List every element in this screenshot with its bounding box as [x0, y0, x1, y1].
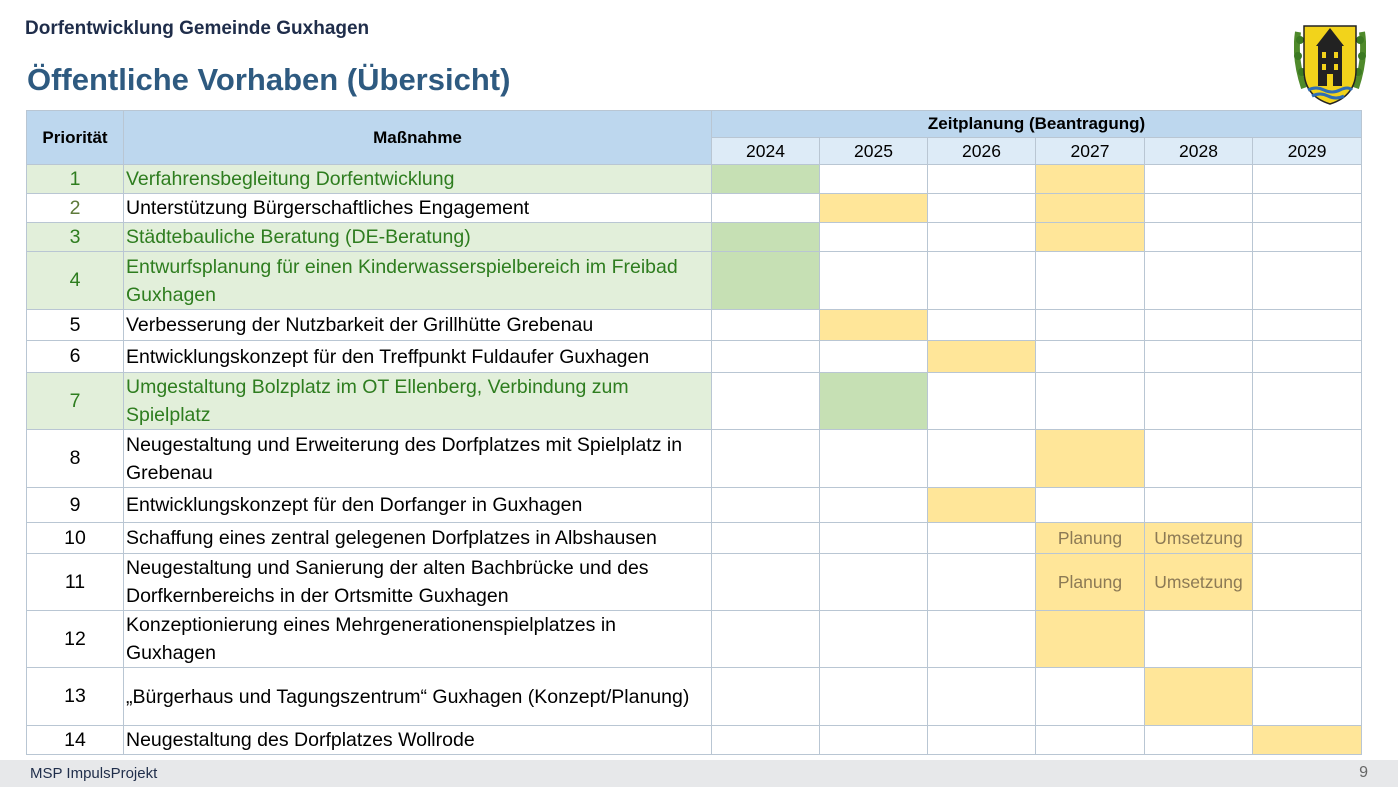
schedule-cell: [1253, 310, 1362, 341]
priority-cell: 5: [27, 310, 124, 341]
schedule-cell: [1036, 310, 1145, 341]
priority-cell: 12: [27, 611, 124, 668]
schedule-cell: [1036, 373, 1145, 430]
year-header: 2029: [1253, 138, 1362, 165]
schedule-cell: [1036, 223, 1145, 252]
schedule-cell: [820, 252, 928, 310]
schedule-cell: [1253, 223, 1362, 252]
schedule-cell: [1036, 430, 1145, 488]
schedule-cell: Planung: [1036, 523, 1145, 554]
slide-title: Öffentliche Vorhaben (Übersicht): [27, 62, 511, 97]
schedule-cell: [1253, 611, 1362, 668]
schedule-cell: [820, 223, 928, 252]
schedule-cell: [820, 373, 928, 430]
schedule-cell: [820, 341, 928, 373]
schedule-cell: [712, 194, 820, 223]
table-row: [27, 523, 1362, 554]
priority-cell: 14: [27, 726, 124, 755]
year-header: 2028: [1145, 138, 1253, 165]
table-row: [27, 223, 1362, 252]
schedule-cell: [820, 523, 928, 554]
table-row: [27, 726, 1362, 755]
measure-cell: Entwicklungskonzept für den Dorfanger in Guxhagen: [124, 488, 712, 523]
schedule-cell: [928, 488, 1036, 523]
schedule-cell: [1145, 430, 1253, 488]
schedule-cell: [1253, 341, 1362, 373]
priority-cell: 6: [27, 341, 124, 373]
table-row: [27, 668, 1362, 726]
schedule-cell: [712, 523, 820, 554]
table-row: [27, 488, 1362, 523]
priority-cell: 11: [27, 554, 124, 611]
schedule-cell: [820, 726, 928, 755]
measure-cell: Neugestaltung und Erweiterung des Dorfplatzes mit Spielplatz in Grebenau: [124, 430, 712, 488]
measure-cell: Verbesserung der Nutzbarkeit der Grillhütte Grebenau: [124, 310, 712, 341]
year-header: 2026: [928, 138, 1036, 165]
measure-cell: Umgestaltung Bolzplatz im OT Ellenberg, Verbindung zum Spielplatz: [124, 373, 712, 430]
priority-cell: 2: [27, 194, 124, 223]
priority-cell: 4: [27, 252, 124, 310]
schedule-cell: [1036, 488, 1145, 523]
footer-bar: [0, 760, 1398, 787]
schedule-cell: [928, 668, 1036, 726]
table-row: [27, 341, 1362, 373]
schedule-cell: [1253, 726, 1362, 755]
schedule-cell: [712, 430, 820, 488]
schedule-cell: [712, 165, 820, 194]
page-number: 9: [1359, 764, 1368, 781]
table-row: [27, 611, 1362, 668]
schedule-cell: [712, 252, 820, 310]
schedule-cell: [712, 373, 820, 430]
schedule-cell: [1145, 310, 1253, 341]
schedule-cell: [1145, 341, 1253, 373]
coat-of-arms-logo: [1294, 18, 1366, 108]
priority-cell: 9: [27, 488, 124, 523]
schedule-cell: [820, 310, 928, 341]
measure-cell: Konzeptionierung eines Mehrgenerationenspielplatzes in Guxhagen: [124, 611, 712, 668]
schedule-cell: [1253, 252, 1362, 310]
year-header: 2025: [820, 138, 928, 165]
table-row: [27, 373, 1362, 430]
schedule-cell: [1036, 726, 1145, 755]
schedule-cell: [1145, 194, 1253, 223]
schedule-cell: [1145, 611, 1253, 668]
schedule-cell: [1253, 165, 1362, 194]
schedule-cell: [928, 611, 1036, 668]
schedule-cell: [928, 165, 1036, 194]
measure-cell: Verfahrensbegleitung Dorfentwicklung: [124, 165, 712, 194]
header-measure: Maßnahme: [124, 111, 712, 165]
schedule-cell: [928, 310, 1036, 341]
schedule-cell: [712, 223, 820, 252]
schedule-cell: [1145, 252, 1253, 310]
schedule-cell: [928, 523, 1036, 554]
schedule-cell: [1036, 194, 1145, 223]
footer-label: MSP ImpulsProjekt: [30, 765, 158, 782]
schedule-cell: Planung: [1036, 554, 1145, 611]
measure-cell: Entwurfsplanung für einen Kinderwasserspielbereich im Freibad Guxhagen: [124, 252, 712, 310]
schedule-cell: [928, 430, 1036, 488]
schedule-cell: [1145, 726, 1253, 755]
schedule-cell: [1253, 373, 1362, 430]
measure-cell: Städtebauliche Beratung (DE-Beratung): [124, 223, 712, 252]
presentation-supertitle: Dorfentwicklung Gemeinde Guxhagen: [25, 18, 370, 39]
schedule-cell: [928, 252, 1036, 310]
schedule-cell: [820, 554, 928, 611]
header-priority: Priorität: [27, 111, 124, 165]
schedule-cell: [928, 554, 1036, 611]
schedule-cell: [820, 165, 928, 194]
priority-cell: 3: [27, 223, 124, 252]
year-header: 2027: [1036, 138, 1145, 165]
schedule-cell: [820, 430, 928, 488]
schedule-cell: [712, 726, 820, 755]
year-header: 2024: [712, 138, 820, 165]
schedule-cell: [712, 668, 820, 726]
schedule-cell: [820, 488, 928, 523]
schedule-cell: [1253, 194, 1362, 223]
measure-cell: Unterstützung Bürgerschaftliches Engagement: [124, 194, 712, 223]
schedule-cell: [928, 341, 1036, 373]
table-row: [27, 554, 1362, 611]
schedule-cell: [712, 554, 820, 611]
schedule-cell: [1036, 341, 1145, 373]
schedule-cell: [928, 194, 1036, 223]
schedule-cell: [1036, 252, 1145, 310]
schedule-cell: [712, 310, 820, 341]
schedule-cell: [1253, 523, 1362, 554]
schedule-cell: [1145, 488, 1253, 523]
schedule-cell: [820, 611, 928, 668]
schedule-cell: [1253, 668, 1362, 726]
project-schedule-table: [26, 110, 1362, 755]
schedule-cell: [1253, 488, 1362, 523]
table-row: [27, 430, 1362, 488]
measure-cell: Entwicklungskonzept für den Treffpunkt Fuldaufer Guxhagen: [124, 341, 712, 373]
measure-cell: Neugestaltung und Sanierung der alten Bachbrücke und des Dorfkernbereichs in der Ortsmitte Guxhagen: [124, 554, 712, 611]
schedule-cell: [928, 373, 1036, 430]
schedule-cell: Umsetzung: [1145, 554, 1253, 611]
priority-cell: 7: [27, 373, 124, 430]
schedule-cell: [712, 488, 820, 523]
schedule-cell: [820, 194, 928, 223]
table-row: [27, 252, 1362, 310]
schedule-cell: [1145, 373, 1253, 430]
schedule-cell: [1036, 611, 1145, 668]
measure-cell: Schaffung eines zentral gelegenen Dorfplatzes in Albshausen: [124, 523, 712, 554]
schedule-cell: [712, 341, 820, 373]
schedule-cell: Umsetzung: [1145, 523, 1253, 554]
priority-cell: 13: [27, 668, 124, 726]
schedule-cell: [1253, 554, 1362, 611]
measure-cell: „Bürgerhaus und Tagungszentrum“ Guxhagen (Konzept/Planung): [124, 668, 712, 726]
schedule-cell: [1253, 430, 1362, 488]
measure-cell: Neugestaltung des Dorfplatzes Wollrode: [124, 726, 712, 755]
table-row: [27, 165, 1362, 194]
schedule-cell: [820, 668, 928, 726]
priority-cell: 10: [27, 523, 124, 554]
schedule-cell: [1145, 165, 1253, 194]
table-row: [27, 194, 1362, 223]
table-row: [27, 310, 1362, 341]
schedule-cell: [928, 726, 1036, 755]
schedule-cell: [712, 611, 820, 668]
header-schedule: Zeitplanung (Beantragung): [712, 111, 1362, 138]
schedule-cell: [1036, 165, 1145, 194]
schedule-cell: [1145, 223, 1253, 252]
schedule-cell: [1036, 668, 1145, 726]
schedule-cell: [928, 223, 1036, 252]
schedule-cell: [1145, 668, 1253, 726]
priority-cell: 8: [27, 430, 124, 488]
priority-cell: 1: [27, 165, 124, 194]
